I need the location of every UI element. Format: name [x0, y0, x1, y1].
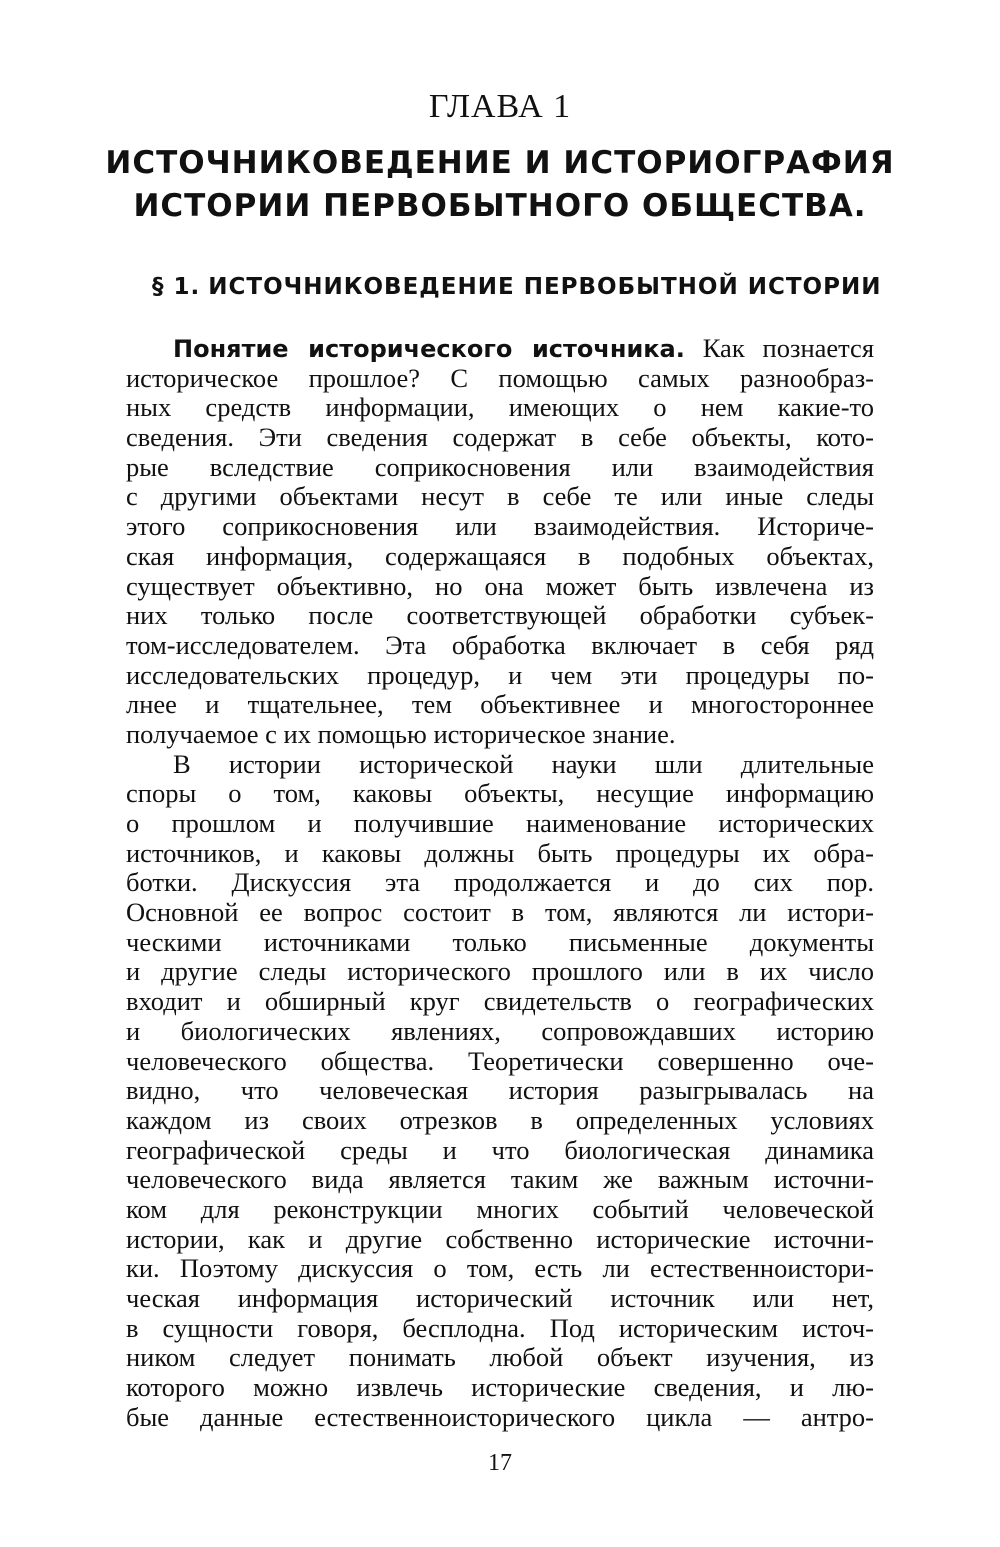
text-line: ных средств информации, имеющих о нем какие-то [126, 393, 874, 423]
text-line: географической среды и что биологическая динамика [126, 1135, 874, 1165]
text-line: каждом из своих отрезков в определенных условиях [126, 1105, 874, 1135]
text-line: этого соприкосновения или взаимодействия. Историче- [126, 512, 874, 542]
text-line: лнее и тщательнее, тем объективнее и многостороннее [126, 690, 874, 720]
text-line: о прошлом и получившие наименование исторических [126, 809, 874, 838]
text-line: источников, и каковы должны быть процедуры их обра- [126, 838, 874, 868]
chapter-label: ГЛАВА 1 [428, 88, 572, 125]
page-number: 17 [488, 1450, 512, 1476]
text-line: и биологических явлениях, сопровождавших историю [126, 1016, 874, 1046]
text-line: входит и обширный круг свидетельств о географических [126, 987, 874, 1017]
text-line: ческая информация исторический источник или нет, [126, 1284, 874, 1313]
text-line: Основной ее вопрос состоит в том, являются ли истори- [126, 898, 874, 928]
text-line: с другими объектами несут в себе те или иные следы [126, 482, 874, 512]
text-line: видно, что человеческая история разыгрывалась на [126, 1076, 874, 1106]
paragraph-lead-heading: Понятие исторического источника. [173, 335, 685, 363]
text-line: получаемое с их помощью историческое знание. [126, 719, 676, 749]
text-line: В истории исторической науки шли длительные [173, 749, 874, 779]
section-heading [152, 274, 881, 300]
text-fragment: Как познается [702, 334, 874, 363]
text-line: которого можно извлечь исторические сведения, и лю- [126, 1373, 874, 1403]
text-line: них только после соответствующей обработки субъек- [126, 601, 874, 631]
text-line: ки. Поэтому дискуссия о том, есть ли естественноистори- [126, 1254, 874, 1284]
text-line: историческое прошлое? С помощью самых разнообраз- [126, 363, 874, 393]
text-line: сведения. Эти сведения содержат в себе объекты, кото- [126, 423, 874, 453]
text-line: ком для реконструкции многих событий человеческой [126, 1194, 874, 1224]
text-line [126, 334, 874, 364]
text-line: истории, как и другие собственно исторические источни- [126, 1224, 874, 1254]
text-line: в сущности говоря, бесплодна. Под историческим источ- [126, 1313, 874, 1343]
text-line: существует объективно, но она может быть извлечена из [126, 571, 874, 601]
chapter-title [0, 142, 1000, 228]
chapter-title-line: ИСТОРИИ ПЕРВОБЫТНОГО ОБЩЕСТВА. [133, 188, 867, 224]
text-line: том-исследователем. Эта обработка включает в себя ряд [126, 630, 874, 660]
text-line: человеческого вида является таким же важным источни- [126, 1165, 874, 1195]
text-line: ником следует понимать любой объект изучения, из [126, 1343, 874, 1373]
text-line: человеческого общества. Теоретически совершенно оче- [126, 1046, 874, 1076]
text-line: бые данные естественноисторического цикла — антро- [126, 1402, 874, 1432]
text-line: ская информация, содержащаяся в подобных объектах, [126, 541, 874, 571]
text-line: исследовательских процедур, и чем эти процедуры по- [126, 660, 874, 690]
section-number: § 1. [152, 274, 201, 300]
text-line: ботки. Дискуссия эта продолжается и до сих пор. [126, 868, 874, 898]
body-text [126, 334, 874, 1432]
section-title: ИСТОЧНИКОВЕДЕНИЕ ПЕРВОБЫТНОЙ ИСТОРИИ [208, 274, 882, 300]
chapter-title-line: ИСТОЧНИКОВЕДЕНИЕ И ИСТОРИОГРАФИЯ [105, 145, 895, 181]
text-line: споры о том, каковы объекты, несущие информацию [126, 779, 874, 809]
text-line: ческими источниками только письменные документы [126, 927, 874, 957]
text-line: рые вследствие соприкосновения или взаимодействия [126, 452, 874, 482]
text-line: и другие следы исторического прошлого или в их число [126, 957, 874, 987]
